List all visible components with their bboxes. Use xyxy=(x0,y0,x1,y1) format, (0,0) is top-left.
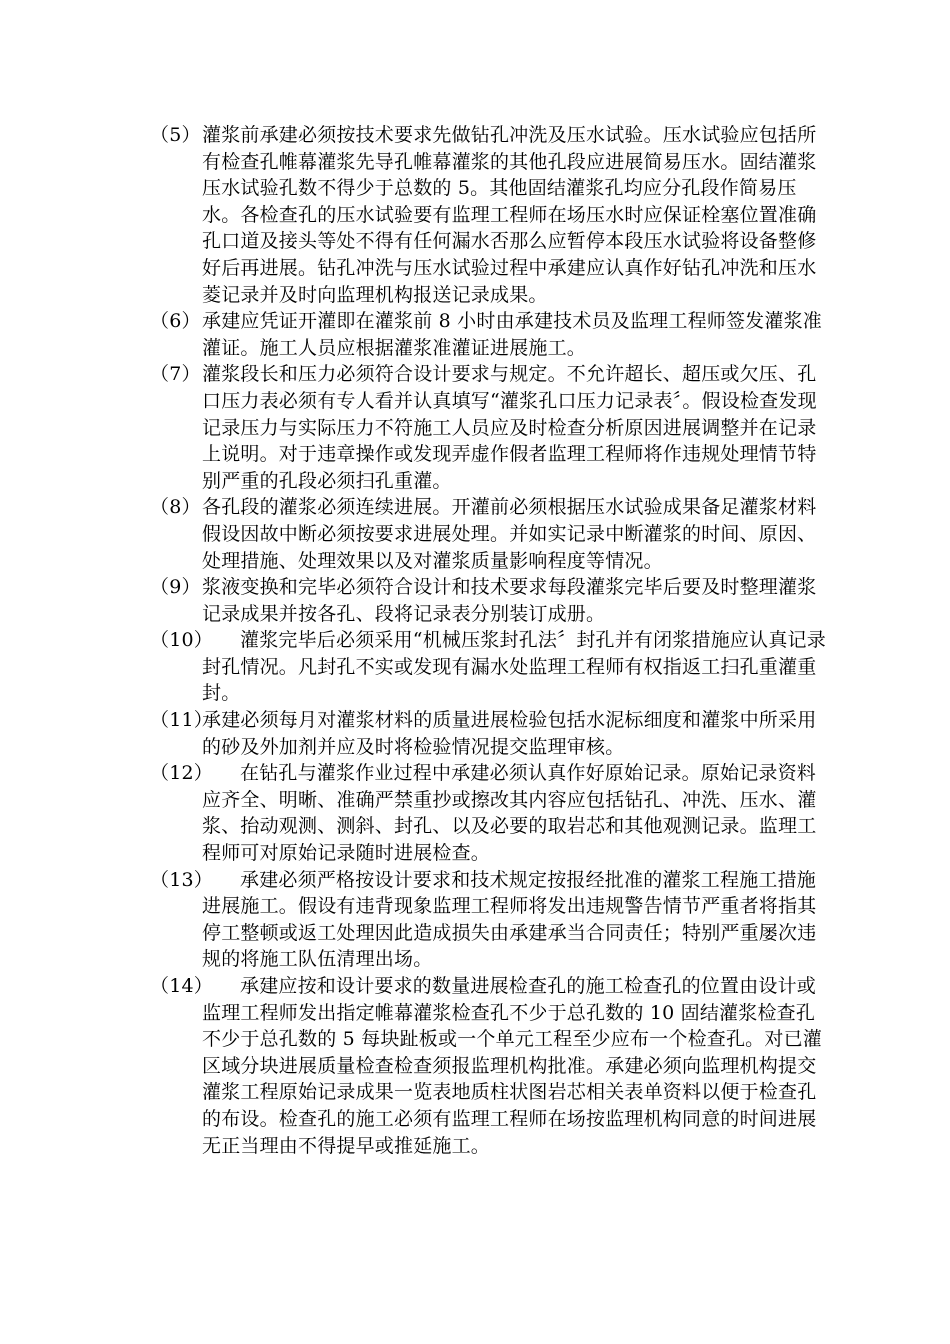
item-text-content: 承建应按和设计要求的数量进展检查孔的施工检查孔的位置由设计或监理工程师发出指定帷幕灌浆检查孔不少于总孔数的 10 固结灌浆检查孔不少于总孔数的 5 每块趾板或一个单元工程至少应布一个检查孔。对已灌区域分块进展质量检查检查须报监理机构批准。承建必须向监理机构提交灌浆工程原始记录成果一览表地质柱状图岩芯相关表单资料以便于检查孔的布设。检查孔的施工必须有监理工程师在场按监理机构同意的时间进展无正当理由不得提早或推延施工。 xyxy=(202,975,822,1157)
item-text-content: 承建必须严格按设计要求和技术规定按报经批准的灌浆工程施工措施进展施工。假设有违背现象监理工程师将发出违规警告情节严重者将指其停工整顿或返工处理因此造成损失由承建承当合同责任；特别严重屡次违规的将施工队伍清理出场。 xyxy=(202,868,817,971)
item-number: （13） xyxy=(150,868,213,891)
item-text xyxy=(202,627,830,707)
list-item xyxy=(150,122,830,308)
document-body xyxy=(150,122,830,1159)
item-number: （6） xyxy=(150,310,201,333)
item-text xyxy=(202,867,830,973)
item-text: 承建必须每月对灌浆材料的质量进展检验包括水泥标细度和灌浆中所采用的砂及外加剂并应及时将检验情况提交监理审核。 xyxy=(202,709,817,758)
item-text: 各孔段的灌浆必须连续进展。开灌前必须根据压水试验成果备足灌浆材料假设因故中断必须按要求进展处理。并如实记录中断灌浆的时间、原因、处理措施、处理效果以及对灌浆质量影响程度等情况。 xyxy=(202,496,817,572)
item-number: （14） xyxy=(150,975,213,997)
item-number: （11） xyxy=(150,709,213,732)
list-item xyxy=(150,760,830,866)
item-text xyxy=(202,973,830,1159)
item-text: 承建应凭证开灌即在灌浆前 8 小时由承建技术员及监理工程师签发灌浆准灌证。施工人员应根据灌浆准灌证进展施工。 xyxy=(202,310,822,359)
item-text: 灌浆段长和压力必须符合设计要求与规定。不允许超长、超压或欠压、孔口压力表必须有专人看并认真填写“灌浆孔口压力记录表〞。假设检查发现记录压力与实际压力不符施工人员应及时检查分析原因进展调整并在记录上说明。对于违章操作或发现弄虚作假者监理工程师将作违规处理情节特别严重的孔段必须扫孔重灌。 xyxy=(202,363,817,492)
item-text xyxy=(202,760,830,866)
list-item xyxy=(150,973,830,1159)
list-item xyxy=(150,361,830,494)
item-number: （9） xyxy=(150,576,201,599)
list-item xyxy=(150,574,830,627)
item-number: （7） xyxy=(150,363,201,386)
list-item xyxy=(150,707,830,760)
item-text-content: 灌浆完毕后必须采用“机械压浆封孔法〞封孔并有闭浆措施应认真记录封孔情况。凡封孔不实或发现有漏水处监理工程师有权指返工扫孔重灌重封。 xyxy=(202,629,826,705)
item-number: （5） xyxy=(150,124,201,146)
list-item xyxy=(150,627,830,707)
item-number: （8） xyxy=(150,496,201,519)
item-text: 浆液变换和完毕必须符合设计和技术要求每段灌浆完毕后要及时整理灌浆记录成果并按各孔、段将记录表分别装订成册。 xyxy=(202,576,817,625)
list-item xyxy=(150,494,830,574)
item-number: （10） xyxy=(150,629,213,652)
list-item xyxy=(150,308,830,361)
list-item xyxy=(150,867,830,973)
item-text: 灌浆前承建必须按技术要求先做钻孔冲洗及压水试验。压水试验应包括所有检查孔帷幕灌浆先导孔帷幕灌浆的其他孔段应进展简易压水。固结灌浆压水试验孔数不得少于总数的 5。其他固结灌浆孔均应分孔段作简易压水。各检查孔的压水试验要有监理工程师在场压水时应保证栓塞位置准确孔口道及接头等处不得有任何漏水否那么应暂停本段压水试验将设备整修好后再进展。钻孔冲洗与压水试验过程中承建应认真作好钻孔冲洗和压水菱记录并及时向监理机构报送记录成果。 xyxy=(202,124,817,306)
item-number: （12） xyxy=(150,762,213,785)
item-text-content: 在钻孔与灌浆作业过程中承建必须认真作好原始记录。原始记录资料应齐全、明晰、准确严禁重抄或擦改其内容应包括钻孔、冲洗、压水、灌浆、抬动观测、测斜、封孔、以及必要的取岩芯和其他观测记录。监理工程师可对原始记录随时进展检查。 xyxy=(202,762,817,865)
